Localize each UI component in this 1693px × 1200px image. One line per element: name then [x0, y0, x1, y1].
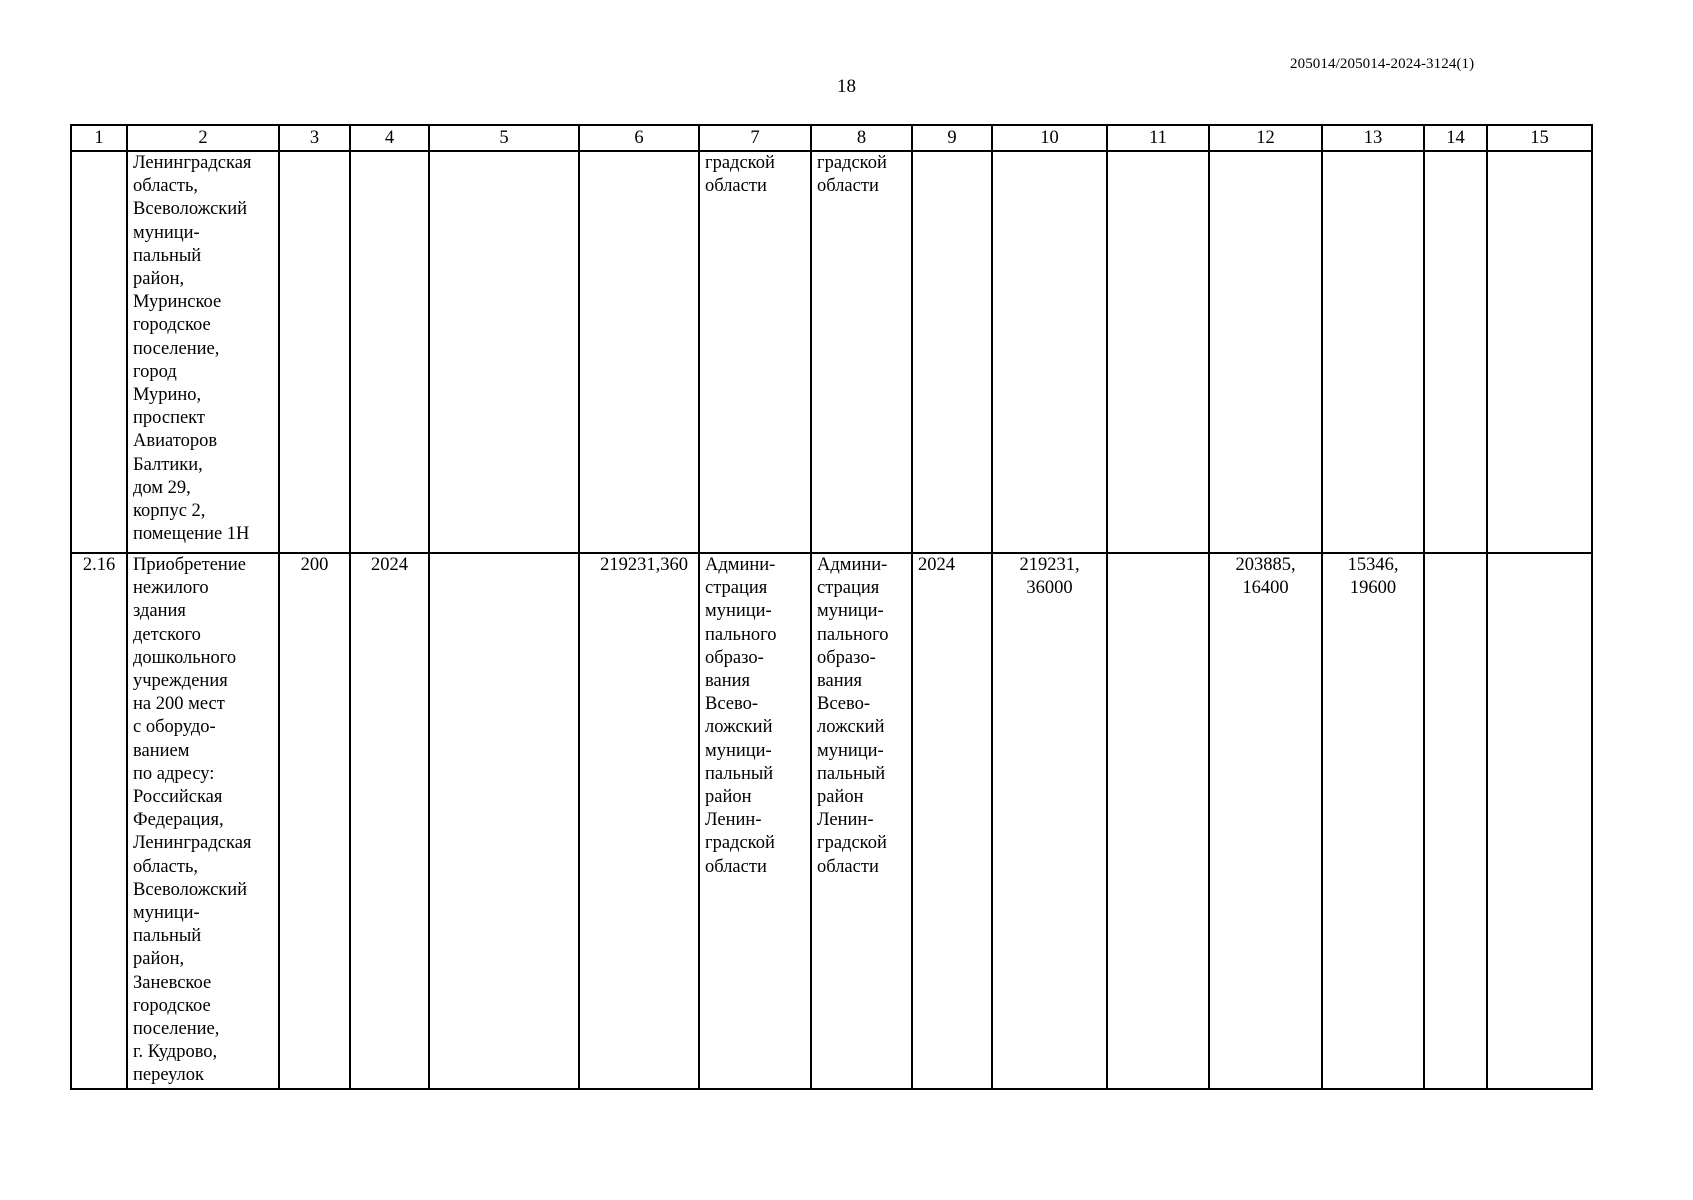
- column-header-14: 14: [1424, 125, 1487, 151]
- table-row: [71, 151, 1592, 553]
- column-header-1: 1: [71, 125, 127, 151]
- cell-col-3: 200: [279, 553, 350, 1089]
- column-header-6: 6: [579, 125, 699, 151]
- column-header-8: 8: [811, 125, 912, 151]
- column-header-2: 2: [127, 125, 279, 151]
- column-header-7: 7: [699, 125, 811, 151]
- column-header-13: 13: [1322, 125, 1424, 151]
- cell-col-5: [429, 553, 579, 1089]
- cell-col-9: [912, 151, 992, 553]
- column-header-15: 15: [1487, 125, 1592, 151]
- cell-col-7: градской области: [699, 151, 811, 553]
- column-header-5: 5: [429, 125, 579, 151]
- document-registration-number: 205014/205014-2024-3124(1): [1290, 56, 1475, 72]
- cell-col-4: 2024: [350, 553, 429, 1089]
- column-header-10: 10: [992, 125, 1107, 151]
- cell-item-number: 2.16: [71, 553, 127, 1089]
- data-table: [70, 124, 1593, 1090]
- cell-col-6: 219231,360: [579, 553, 699, 1089]
- cell-col-14: [1424, 151, 1487, 553]
- cell-col-14: [1424, 553, 1487, 1089]
- cell-col-6: [579, 151, 699, 553]
- cell-col-15: [1487, 553, 1592, 1089]
- column-header-11: 11: [1107, 125, 1209, 151]
- cell-col-9: 2024: [912, 553, 992, 1089]
- column-header-9: 9: [912, 125, 992, 151]
- cell-col-10: [992, 151, 1107, 553]
- table-header-row: [71, 125, 1592, 151]
- cell-col-12: 203885, 16400: [1209, 553, 1322, 1089]
- cell-item-number: [71, 151, 127, 553]
- cell-col-8: Админи- страция муници- пального образо- вания Всево- ложский муници- пальный район Ленин- градской области: [811, 553, 912, 1089]
- cell-col-11: [1107, 151, 1209, 553]
- table-row: [71, 553, 1592, 1089]
- cell-col-3: [279, 151, 350, 553]
- cell-col-5: [429, 151, 579, 553]
- column-header-12: 12: [1209, 125, 1322, 151]
- cell-col-7: Админи- страция муници- пального образо- вания Всево- ложский муници- пальный район Ленин- градской области: [699, 553, 811, 1089]
- cell-description: Приобретение нежилого здания детского дошкольного учреждения на 200 мест с оборудо- ванием по адресу: Российская Федерация, Ленинградская область, Всеволожский муници- пальный район, Заневское городское поселение, г. Кудрово, переулок: [127, 553, 279, 1089]
- cell-col-8: градской области: [811, 151, 912, 553]
- page-number: 18: [837, 76, 856, 97]
- cell-col-4: [350, 151, 429, 553]
- cell-col-10: 219231, 36000: [992, 553, 1107, 1089]
- cell-col-15: [1487, 151, 1592, 553]
- cell-col-13: 15346, 19600: [1322, 553, 1424, 1089]
- column-header-4: 4: [350, 125, 429, 151]
- cell-col-11: [1107, 553, 1209, 1089]
- cell-description: Ленинградская область, Всеволожский муници- пальный район, Муринское городское поселение, город Мурино, проспект Авиаторов Балтики, дом 29, корпус 2, помещение 1Н: [127, 151, 279, 553]
- cell-col-13: [1322, 151, 1424, 553]
- column-header-3: 3: [279, 125, 350, 151]
- cell-col-12: [1209, 151, 1322, 553]
